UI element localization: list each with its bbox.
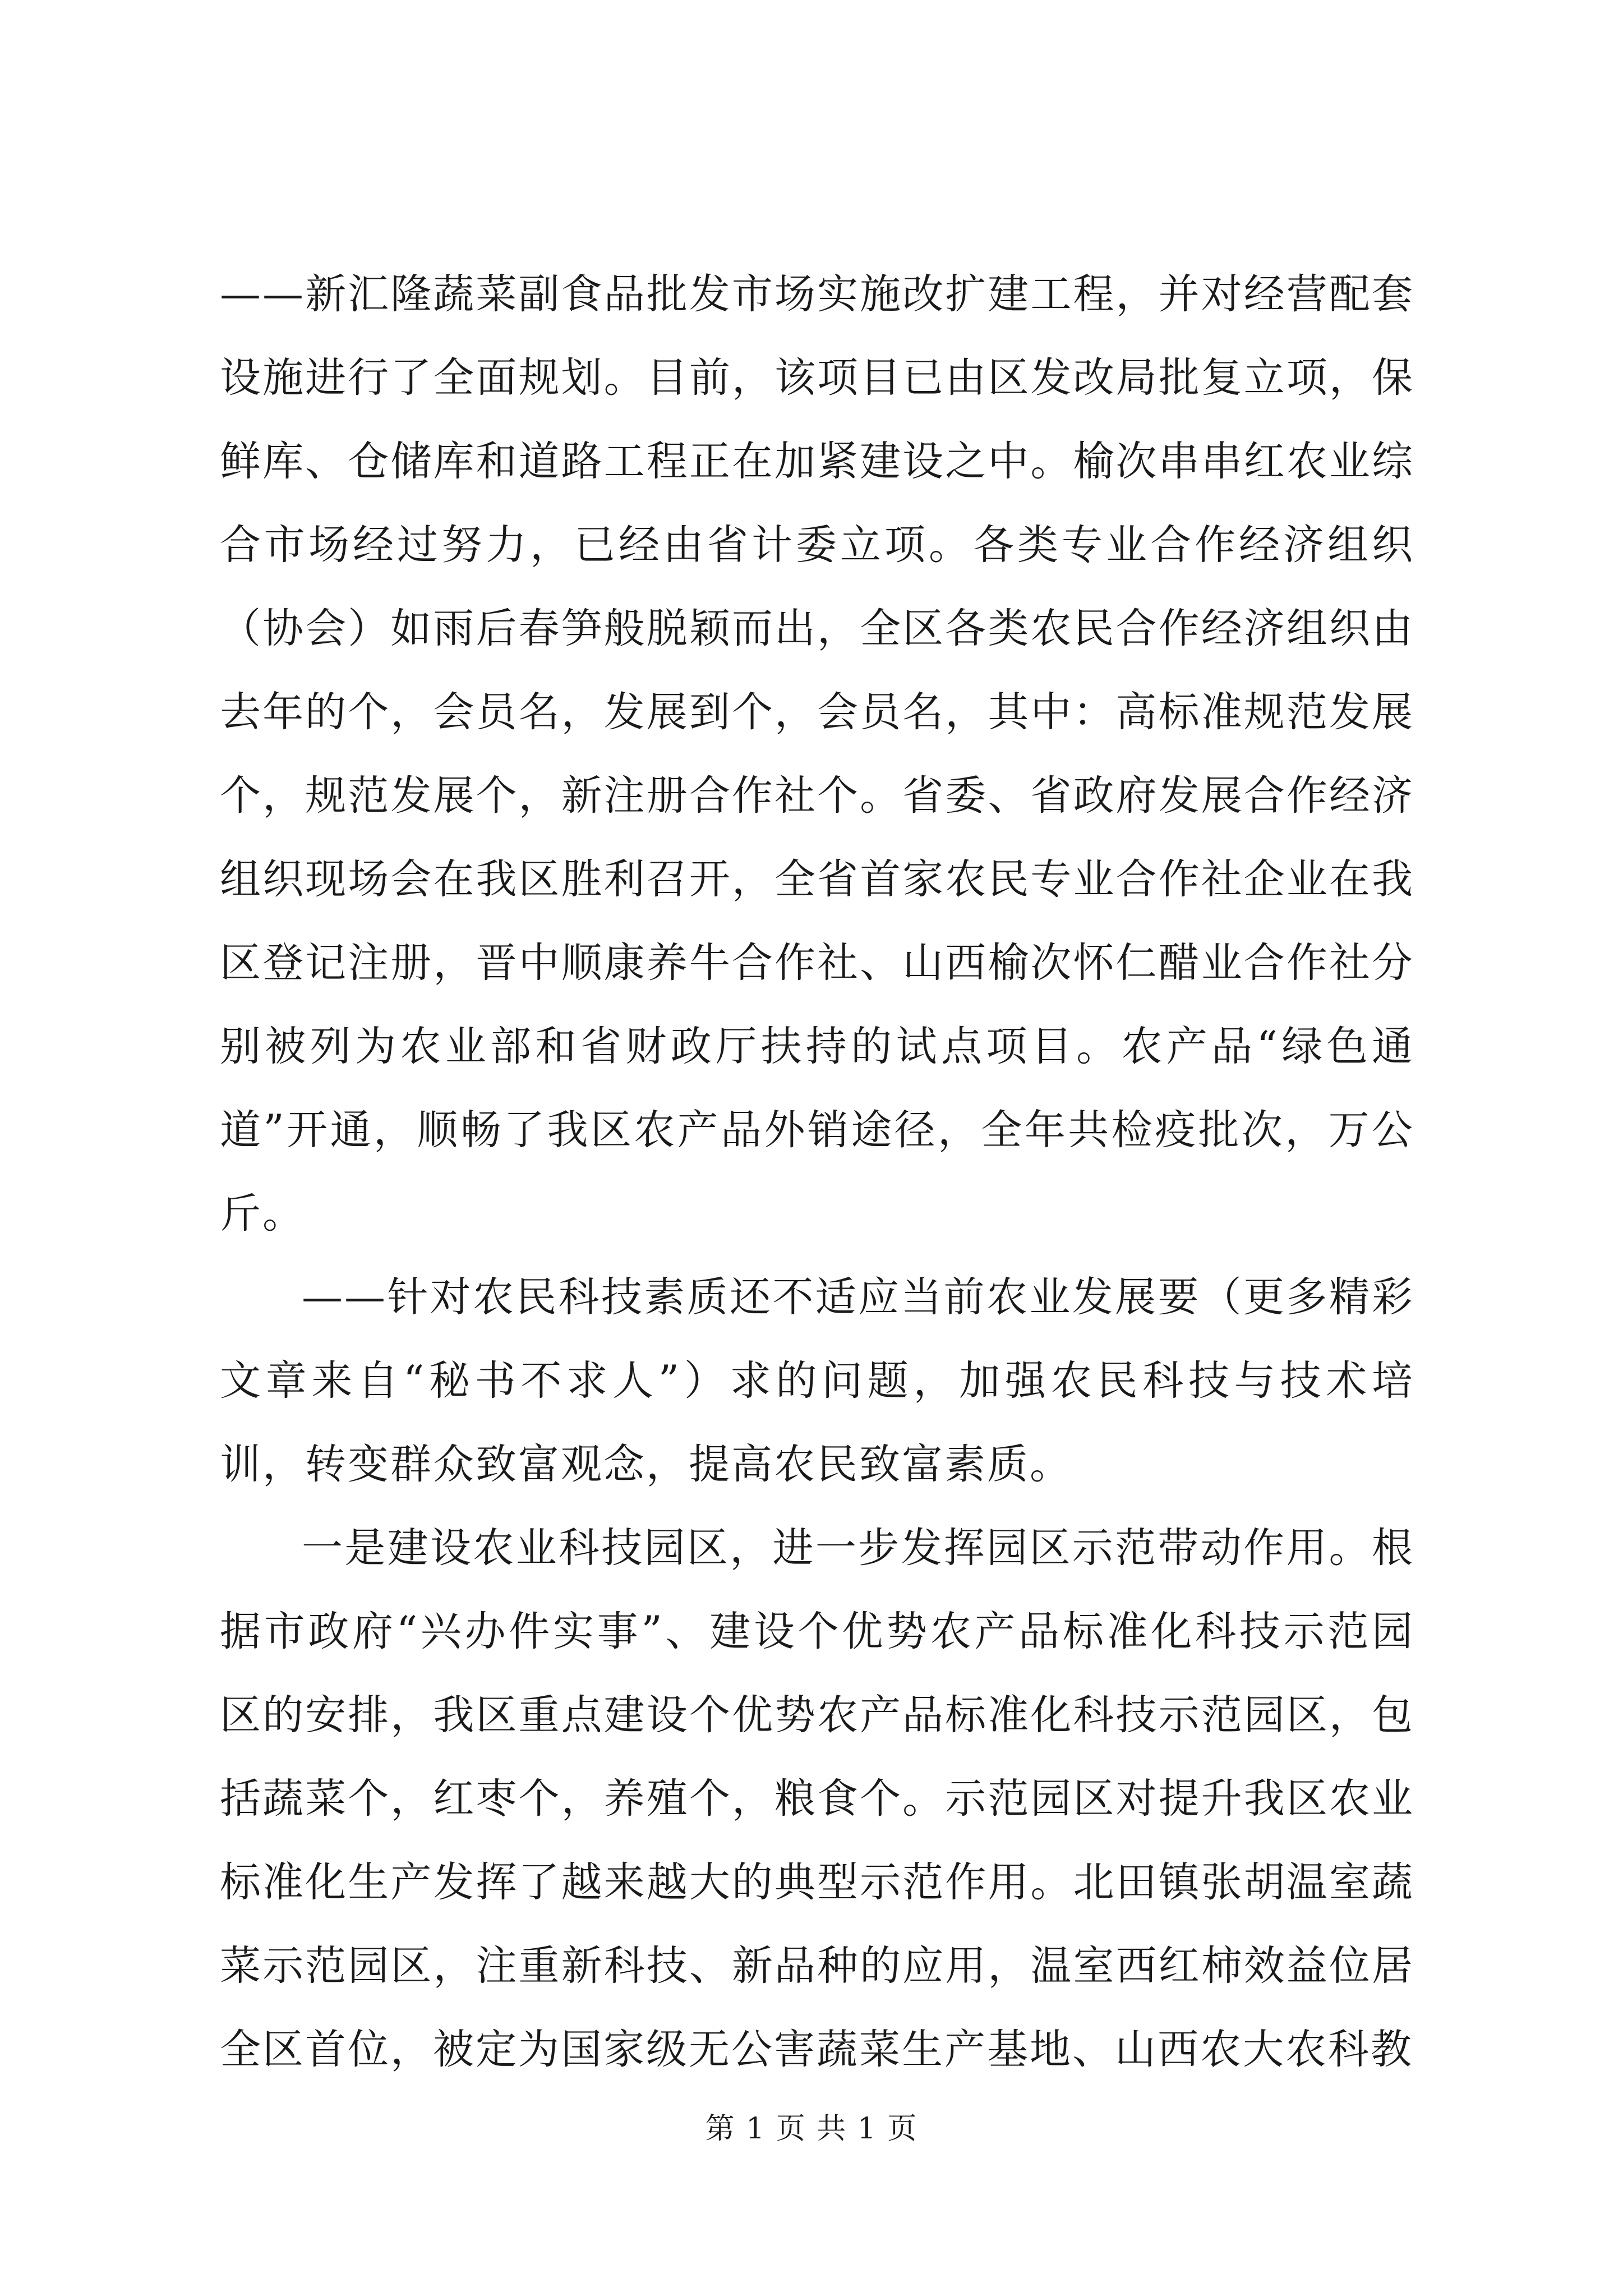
paragraph-farmer-training: ——针对农民科技素质还不适应当前农业发展要（更多精彩文章来自“秘书不求人”）求的问题，加强农民科技与技术培训，转变群众致富观念，提高农民致富素质。 bbox=[220, 1273, 1414, 1488]
paragraph-market-expansion: ——新汇隆蔬菜副食品批发市场实施改扩建工程，并对经营配套设施进行了全面规划。目前，该项目已由区发改局批复立项，保鲜库、仓储库和道路工程正在加紧建设之中。榆次串串红农业综合市场经过努力，已经由省计委立项。各类专业合作经济组织（协会）如雨后春笋般脱颖而出，全区各类农民合作经济组织由去年的个，会员名，发展到个，会员名，其中：高标准规范发展个，规范发展个，新注册合作社个。省委、省政府发展合作经济组织现场会在我区胜利召开，全省首家农民专业合作社企业在我区登记注册，晋中顺康养牛合作社、山西榆次怀仁醋业合作社分别被列为农业部和省财政厅扶持的试点项目。农产品“绿色通道”开通，顺畅了我区农产品外销途径，全年共检疫批次，万公斤。 bbox=[220, 270, 1414, 1237]
document-body bbox=[220, 252, 1414, 2091]
paragraph-tech-park: 一是建设农业科技园区，进一步发挥园区示范带动作用。根据市政府“兴办件实事”、建设个优势农产品标准化科技示范园区的安排，我区重点建设个优势农产品标准化科技示范园区，包括蔬菜个，红枣个，养殖个，粮食个。示范园区对提升我区农业标准化生产发挥了越来越大的典型示范作用。北田镇张胡温室蔬菜示范园区，注重新科技、新品种的应用，温室西红柿效益位居全区首位，被定为国家级无公害蔬菜生产基地、山西农大农科教 bbox=[220, 1524, 1414, 2073]
page-number-footer: 第 1 页 共 1 页 bbox=[705, 2112, 918, 2146]
